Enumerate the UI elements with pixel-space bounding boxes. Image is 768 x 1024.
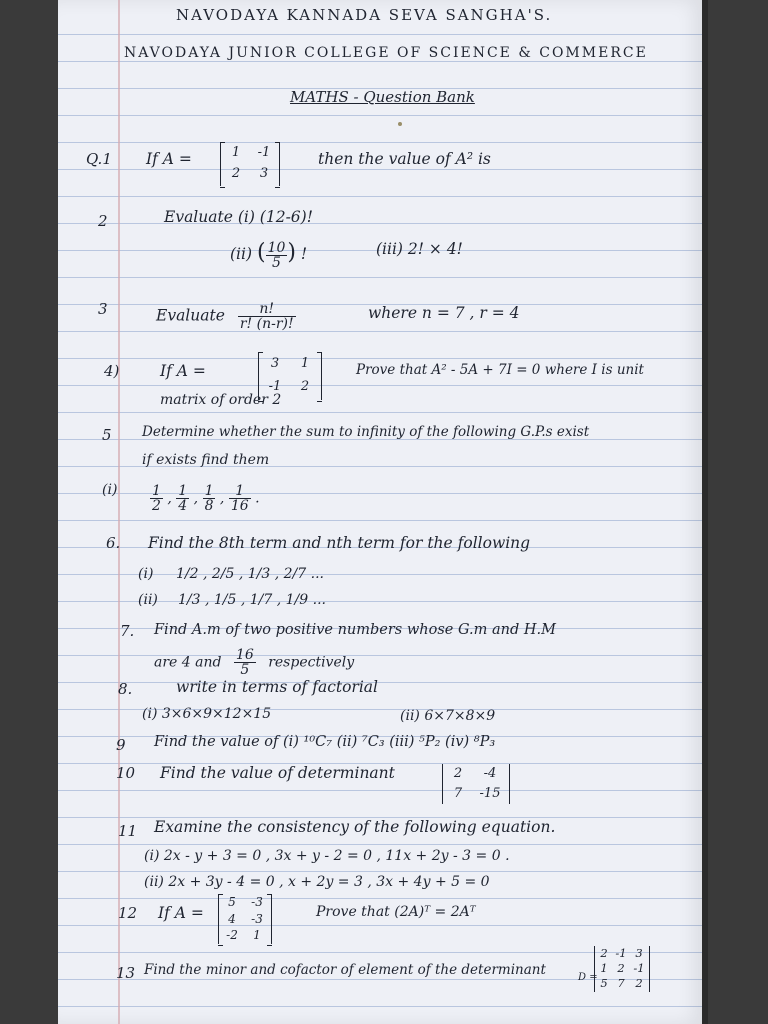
question-number: 9	[116, 736, 126, 754]
determinant-cell: 1	[600, 961, 608, 975]
evaluate-label: Evaluate	[156, 306, 225, 325]
fraction-numerator: n!	[238, 302, 296, 317]
determinant-cell: -15	[479, 786, 501, 801]
fraction	[229, 484, 251, 513]
matrix-a	[220, 142, 280, 186]
question-text: Find the value of (i) ¹⁰C₇ (ii) ⁷C₃ (iii) ⁵P₂ (iv) ⁸P₃	[154, 734, 496, 750]
fraction	[150, 484, 163, 513]
sub-question: (iii) 2! × 4!	[376, 240, 463, 258]
question-number: 7.	[120, 622, 135, 640]
question-text: Find A.m of two positive numbers whose G.m and H.M	[154, 622, 556, 638]
question-text: write in terms of factorial	[176, 678, 378, 696]
determinant-cell: -1	[633, 961, 645, 975]
fraction	[203, 484, 216, 513]
determinant-cell: 2	[617, 961, 625, 975]
gp-terms: $\frac{1}{2}$ , $\frac{1}{4}$ , $\frac{1}{8}$ , $\frac{1}{16}$ .	[152, 483, 260, 514]
page-title: MATHS - Question Bank	[290, 88, 475, 106]
fraction-numerator: 1	[204, 483, 214, 499]
determinant-cell: 2	[453, 766, 463, 781]
question-text: If A =	[146, 150, 192, 168]
question-text: matrix of order 2	[160, 392, 282, 408]
fraction-denominator: 2	[152, 498, 161, 514]
sub-label: (ii)	[138, 592, 158, 608]
sub-label: (i)	[102, 482, 118, 498]
matrix-cell: 3	[259, 166, 269, 181]
fraction-numerator: 10	[267, 239, 286, 256]
matrix-cell: 1	[300, 356, 310, 371]
question-text: if exists find them	[142, 452, 270, 468]
determinant-cell: -1	[615, 946, 627, 960]
question-text: Prove that A² - 5A + 7I = 0 where I is unit	[356, 362, 644, 378]
question-text: Find the value of determinant	[160, 764, 395, 782]
matrix-cell: 3	[270, 356, 280, 371]
sequence: 1/3 , 1/5 , 1/7 , 1/9 ...	[178, 592, 326, 608]
sub-question: (ii) ( $\frac{10}{5}$ ) !	[230, 239, 308, 271]
question-text: Find the minor and cofactor of element of the determinant	[144, 962, 546, 978]
matrix-cell: -1	[257, 145, 271, 160]
text: are 4 and	[154, 654, 222, 671]
question-number: 2	[98, 212, 108, 230]
matrix-cell: 2	[300, 379, 310, 394]
matrix-cell: -3	[251, 911, 263, 926]
text: respectively	[268, 654, 355, 671]
fraction	[176, 484, 189, 513]
margin-line	[118, 0, 120, 1024]
question-number: Q.1	[86, 150, 112, 168]
fraction	[238, 302, 296, 331]
notebook-spine	[702, 0, 708, 1024]
question-text: then the value of A² is	[318, 150, 491, 168]
question-number: 4)	[104, 362, 120, 380]
matrix-cell: 4	[228, 911, 236, 926]
matrix-cell: -3	[251, 895, 263, 909]
question-text: If A =	[158, 904, 204, 922]
matrix-cell: 2	[231, 166, 241, 181]
question-number: 5	[102, 426, 112, 444]
question-number: 10	[116, 764, 136, 782]
header-college: NAVODAYA JUNIOR COLLEGE OF SCIENCE & COMMERCE	[124, 45, 648, 61]
matrix-a	[218, 894, 272, 944]
sub-question: (i) 3×6×9×12×15	[142, 706, 272, 722]
sub-label: (i)	[138, 566, 154, 582]
fraction-denominator: 16	[230, 498, 249, 514]
fraction-numerator: 1	[178, 483, 188, 499]
factorial-mark: !	[300, 245, 308, 263]
determinant-cell: -4	[483, 766, 497, 781]
notebook-page	[58, 0, 708, 1024]
fraction-denominator: 5	[240, 662, 250, 678]
fraction-numerator: 1	[229, 484, 251, 499]
question-number: 6.	[106, 534, 121, 552]
determinant	[594, 946, 650, 992]
question-text: Prove that (2A)ᵀ = 2Aᵀ	[316, 904, 476, 920]
matrix-cell: -2	[226, 928, 238, 942]
question-text: where n = 7 , r = 4	[368, 304, 520, 322]
matrix-cell: -1	[268, 379, 282, 394]
fraction-denominator: 4	[178, 498, 188, 514]
determinant-cell: 2	[600, 946, 608, 960]
question-number: 13	[116, 964, 136, 982]
fraction-numerator: 1	[152, 483, 161, 499]
equation-set: (ii) 2x + 3y - 4 = 0 , x + 2y = 3 , 3x + 4y + 5 = 0	[144, 874, 490, 890]
sub-label: (ii)	[230, 245, 253, 263]
fraction	[266, 241, 288, 270]
matrix-cell: 1	[253, 928, 261, 942]
matrix-cell: 1	[231, 145, 241, 160]
determinant-cell: 7	[453, 786, 463, 801]
fraction-denominator: 8	[204, 498, 214, 514]
header-society: NAVODAYA KANNADA SEVA SANGHA'S.	[176, 6, 553, 24]
question-text: If A =	[160, 362, 206, 380]
question-number: 3	[98, 300, 108, 318]
question-number: 12	[118, 904, 138, 922]
question-number: 8.	[118, 680, 133, 698]
determinant-cell: 7	[617, 976, 625, 990]
question-text	[156, 302, 296, 331]
question-number: 11	[118, 822, 138, 840]
ink-dot	[398, 122, 402, 126]
determinant-cell: 3	[635, 946, 643, 960]
question-text: Find the 8th term and nth term for the following	[148, 534, 531, 552]
question-text	[154, 648, 354, 677]
determinant	[442, 764, 510, 804]
fraction	[234, 648, 256, 677]
question-text: Determine whether the sum to infinity of the following G.P.s exist	[142, 424, 590, 440]
determinant-cell: 5	[600, 976, 608, 990]
question-text: Examine the consistency of the following equation.	[154, 818, 556, 836]
sequence: 1/2 , 2/5 , 1/3 , 2/7 ...	[176, 566, 324, 582]
fraction-denominator: r! (n-r)!	[239, 316, 294, 332]
fraction-numerator: 16	[235, 647, 254, 663]
fraction-denominator: 5	[272, 254, 281, 271]
question-text: Evaluate (i) (12-6)!	[164, 208, 313, 226]
matrix-cell: 5	[228, 895, 236, 909]
determinant-cell: 2	[635, 976, 643, 990]
equation-set: (i) 2x - y + 3 = 0 , 3x + y - 2 = 0 , 11x + 2y - 3 = 0 .	[144, 848, 510, 864]
sub-question: (ii) 6×7×8×9	[400, 708, 496, 724]
determinant-label: D =	[578, 972, 598, 983]
